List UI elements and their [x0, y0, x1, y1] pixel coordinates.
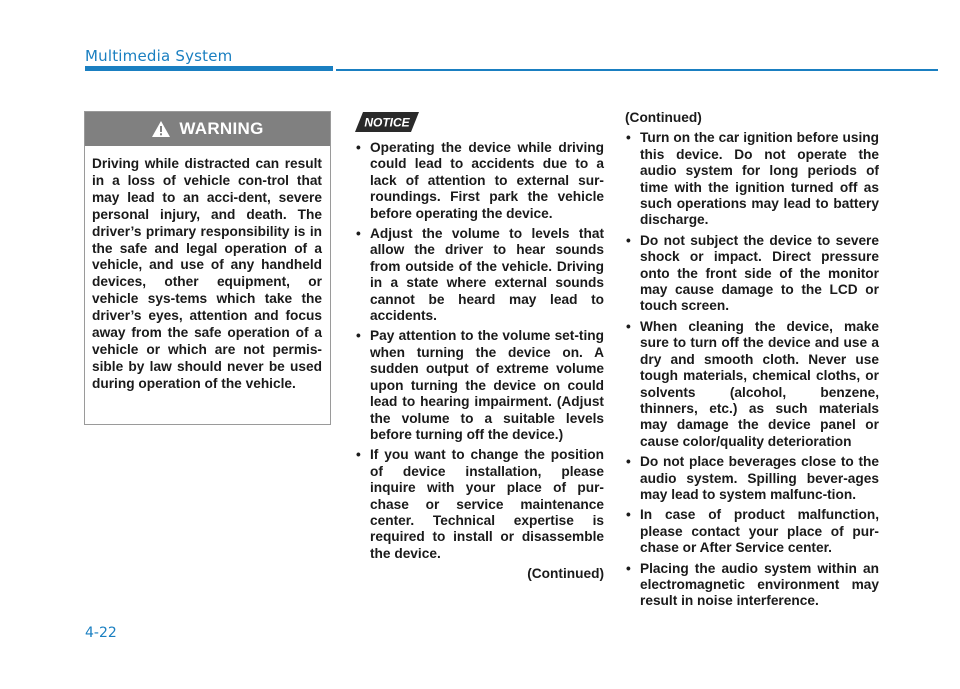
notice-list-continued [625, 130, 879, 609]
notice-item: • Turn on the car ignition before using this device. Do not operate the audio system for long periods of time with the ignition turned off as such operations may lead to battery discharge. [625, 130, 879, 228]
notice-item: • Operating the device while driving could lead to accidents due to a lack of attention to external sur-roundings. First park the vehicle before operating the device. [355, 140, 604, 222]
warning-header [85, 112, 330, 146]
warning-label: WARNING [179, 119, 264, 138]
warning-box [84, 111, 331, 425]
header-rule-thin [336, 69, 938, 71]
notice-column-2 [625, 110, 879, 614]
header-rule-thick [85, 66, 333, 71]
warning-text: Driving while distracted can result in a loss of vehicle con-trol that may lead to an acci-dent, severe personal injury, and death. The driver’s primary responsibility is in the safe and legal operation of a vehicle, and use of any handheld devices, other equipment, or vehicle sys-tems which take the driver’s eyes, attention and focus away from the safe operation of a vehicle or which are not permis-sible by law should never be used during operation of the vehicle. [92, 156, 322, 391]
notice-item: • If you want to change the position of device installation, please inquire with your place of pur-chase or service maintenance center. Technical expertise is required to install or disassemble the device. [355, 447, 604, 562]
continued-heading: (Continued) [625, 110, 702, 125]
section-title: Multimedia System [85, 47, 233, 65]
notice-item: • Adjust the volume to levels that allow the driver to hear sounds from outside of the vehicle. Driving in a state where external sounds cannot be heard may lead to accidents. [355, 226, 604, 324]
notice-item: • In case of product malfunction, please contact your place of pur-chase or After Service center. [625, 507, 879, 556]
continued-label: (Continued) [527, 566, 604, 582]
notice-column-1 [355, 140, 604, 583]
notice-badge [355, 112, 419, 132]
page-number: 4-22 [85, 625, 117, 641]
notice-item: • Pay attention to the volume set-ting when turning the device on. A sudden output of extreme volume upon turning the device on could lead to hearing impairment. (Adjust the volume to a suitable levels before turning off the device.) [355, 328, 604, 443]
notice-label: NOTICE [364, 115, 410, 130]
notice-list [355, 140, 604, 562]
warning-triangle-icon [151, 120, 171, 138]
notice-item: • Placing the audio system within an electromagnetic environment may result in noise interference. [625, 561, 879, 610]
notice-item: • Do not subject the device to severe shock or impact. Direct pressure onto the front side of the monitor may cause damage to the LCD or touch screen. [625, 233, 879, 315]
notice-item: • When cleaning the device, make sure to turn off the device and use a dry and smooth cloth. Never use tough materials, chemical cloths, or solvents (alcohol, benzene, thinners, etc.) as such materials may damage the device panel or cause color/quality deterioration [625, 319, 879, 450]
notice-item: • Do not place beverages close to the audio system. Spilling bever-ages may lead to system malfunc-tion. [625, 454, 879, 503]
